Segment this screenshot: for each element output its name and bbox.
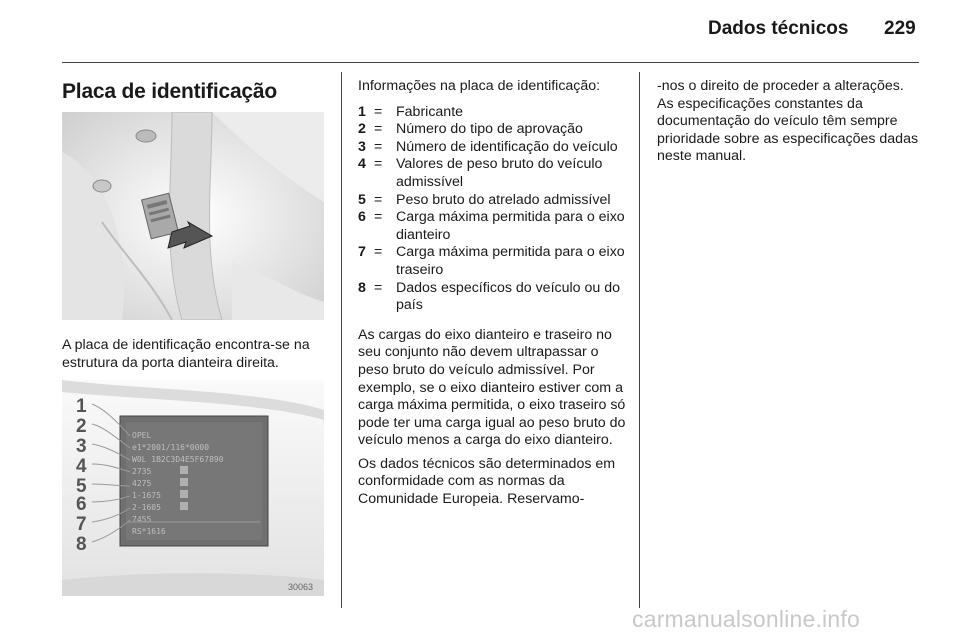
plate-callout-3: 3 <box>76 436 87 457</box>
header-rule <box>62 62 919 63</box>
legend-item <box>358 139 626 157</box>
legend-number: 7 <box>358 244 366 261</box>
plate-line-7: 2-1605 <box>132 503 161 512</box>
legend-equals: = <box>374 279 383 296</box>
legend-text: Carga máxima permitida para o eixo traseiro <box>396 244 625 278</box>
plate-callout-5: 5 <box>76 476 87 497</box>
legend-text: Valores de peso bruto do veículo admissível <box>396 156 603 190</box>
legend-text: Dados específicos do veículo ou do país <box>396 279 620 314</box>
plate-line-2: e1*2001/116*0000 <box>132 443 210 452</box>
door-pillar-photo <box>62 112 324 320</box>
legend-number: 6 <box>358 209 366 226</box>
door-pillar-illustration <box>62 112 324 320</box>
plate-line-1: OPEL <box>132 431 152 440</box>
header-title: Dados técnicos <box>708 18 849 39</box>
legend-text: Número de identificação do veículo <box>396 138 618 155</box>
legend-number: 8 <box>358 279 366 296</box>
section-title: Placa de identificação <box>62 80 278 103</box>
legend-item <box>358 156 626 191</box>
plate-line-3: W0L 1B2C3D4E5F67890 <box>132 455 224 464</box>
plate-extra: RS*1616 <box>132 527 166 536</box>
photo-caption: A placa de identificação encontra-se na estrutura da porta dianteira direita. <box>62 337 310 371</box>
legend-item <box>358 121 626 139</box>
technical-data-paragraph: Os dados técnicos são determinados em conformidade com as normas da Comunidade Europeia. Reservamo- <box>358 455 616 508</box>
legend-equals: = <box>374 156 383 173</box>
legend-equals: = <box>374 138 383 155</box>
legend-number: 3 <box>358 138 366 155</box>
legend-text: Número do tipo de aprovação <box>396 121 583 138</box>
legend-number: 5 <box>358 191 366 208</box>
column-divider-2 <box>639 72 640 608</box>
plate-callout-7: 7 <box>76 514 87 535</box>
legend-text: Peso bruto do atrelado admissível <box>396 191 611 208</box>
plate-callout-4: 4 <box>76 456 87 477</box>
legend-item <box>358 192 626 210</box>
column-3 <box>657 78 923 166</box>
axle-load-paragraph: As cargas do eixo dianteiro e traseiro no seu conjunto não devem ultrapassar o peso bruto do veículo admissível. Por exemplo, se o eixo dianteiro estiver com a carga máxima permitida, o eixo traseiro só pode ter uma carga igual ao peso bruto do veículo menos a carga do eixo dianteiro. <box>358 326 626 449</box>
legend-list <box>358 104 626 315</box>
legend-text: Fabricante <box>396 103 464 120</box>
legend-number: 2 <box>358 121 366 138</box>
plate-callout-8: 8 <box>76 534 87 555</box>
legend-item <box>358 209 626 244</box>
legend-item <box>358 280 626 315</box>
legend-equals: = <box>374 191 383 208</box>
legend-equals: = <box>374 244 383 261</box>
legend-text: Carga máxima permitida para o eixo dianteiro <box>396 209 625 243</box>
legend-item <box>358 104 626 122</box>
legend-intro: Informações na placa de identificação: <box>358 78 601 94</box>
legend-equals: = <box>374 121 383 138</box>
watermark: carmanualsonline.info <box>632 606 860 632</box>
plate-line-6: 1-1675 <box>132 491 161 500</box>
legend-equals: = <box>374 209 383 226</box>
plate-callout-6: 6 <box>76 494 87 515</box>
plate-callout-2: 2 <box>76 416 87 437</box>
plate-line-5: 4275 <box>132 479 152 488</box>
figure-code-2: 30063 <box>288 582 314 592</box>
identification-plate-illustration <box>62 380 324 596</box>
legend-number: 1 <box>358 103 366 120</box>
page-number: 229 <box>884 18 916 39</box>
continuation-paragraph: -nos o direito de proceder a alterações. As especificações constantes da documentação do veículo têm sempre prioridade sobre as especificações dadas neste manual. <box>657 78 919 165</box>
column-divider-1 <box>341 72 342 608</box>
legend-number: 4 <box>358 156 366 173</box>
plate-line-8: 7455 <box>132 515 152 524</box>
legend-item <box>358 244 626 279</box>
identification-plate-photo <box>62 380 324 596</box>
legend-equals: = <box>374 103 383 120</box>
plate-line-4: 2735 <box>132 467 152 476</box>
column-2 <box>358 78 626 509</box>
plate-callout-1: 1 <box>76 396 87 417</box>
